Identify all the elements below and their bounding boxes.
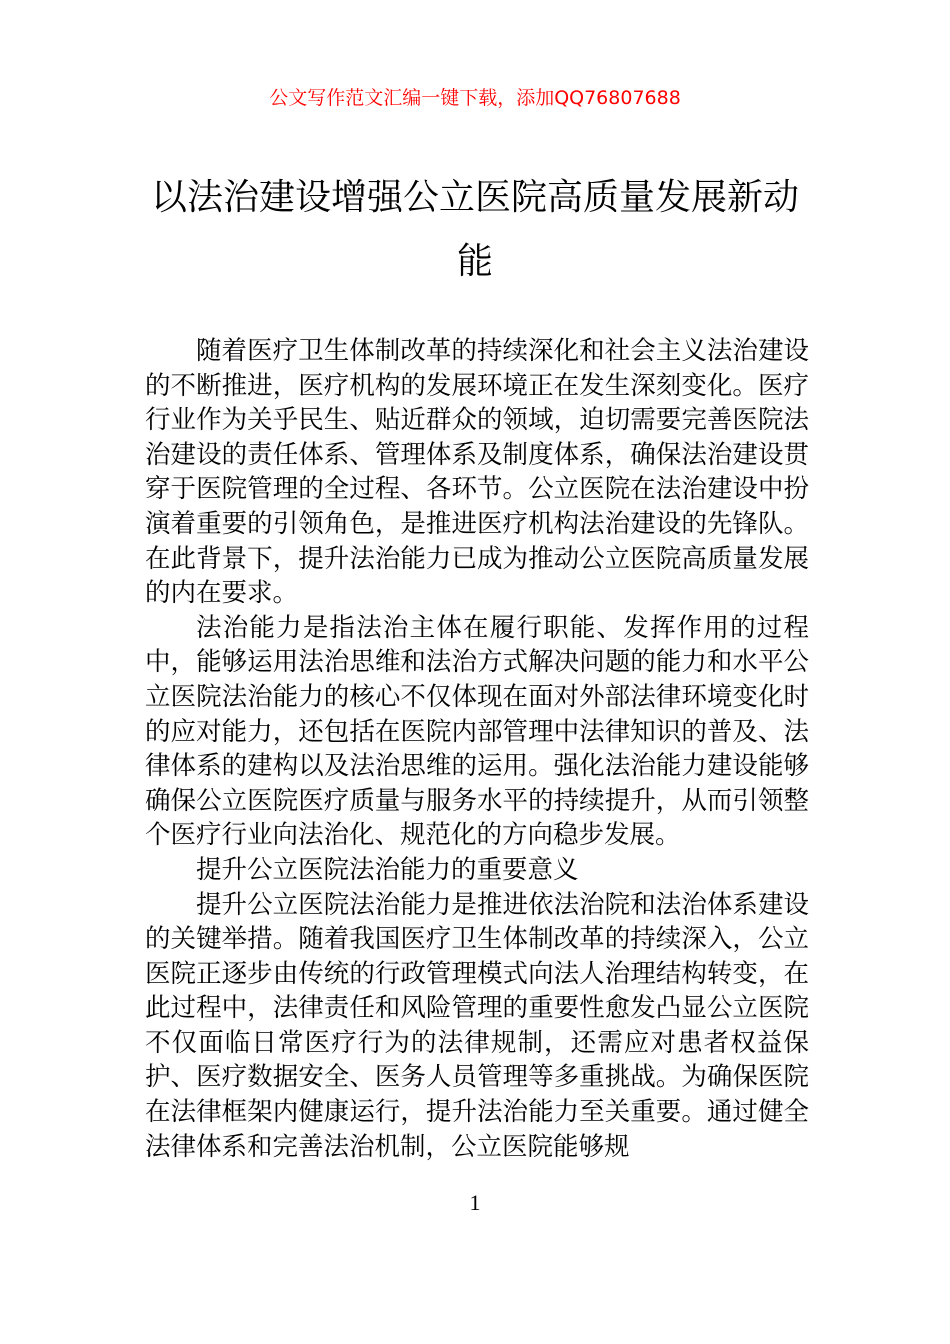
- download-notice: 公文写作范文汇编一键下载，添加QQ76807688: [269, 87, 681, 109]
- document-title: 以法治建设增强公立医院高质量发展新动能: [150, 177, 799, 282]
- body-paragraph: 提升公立医院法治能力是推进依法治院和法治体系建设的关键举措。随着我国医疗卫生体制改革的持续深入，公立医院正逐步由传统的行政管理模式向法人治理结构转变，在此过程中，法律责任和风险管理的重要性愈发凸显公立医院不仅面临日常医疗行为的法律规制，还需应对患者权益保护、医疗数据安全、医务人员管理等多重挑战。为确保医院在法律框架内健康运行，提升法治能力至关重要。通过健全法律体系和完善法治机制，公立医院能够规: [145, 889, 809, 1162]
- page-number: 1: [469, 1190, 481, 1215]
- section-heading: 提升公立医院法治能力的重要意义: [196, 854, 579, 885]
- document-body: [145, 334, 809, 1164]
- body-paragraph: 法治能力是指法治主体在履行职能、发挥作用的过程中，能够运用法治思维和法治方式解决问题的能力和水平公立医院法治能力的核心不仅体现在面对外部法律环境变化时的应对能力，还包括在医院内部管理中法律知识的普及、法律体系的建构以及法治思维的运用。强化法治能力建设能够确保公立医院医疗质量与服务水平的持续提升，从而引领整个医疗行业向法治化、规范化的方向稳步发展。: [145, 612, 809, 851]
- body-paragraph: 随着医疗卫生体制改革的持续深化和社会主义法治建设的不断推进，医疗机构的发展环境正在发生深刻变化。医疗行业作为关乎民生、贴近群众的领域，迫切需要完善医院法治建设的责任体系、管理体系及制度体系，确保法治建设贯穿于医院管理的全过程、各环节。公立医院在法治建设中扮演着重要的引领角色，是推进医疗机构法治建设的先锋队。在此背景下，提升法治能力已成为推动公立医院高质量发展的内在要求。: [145, 336, 809, 609]
